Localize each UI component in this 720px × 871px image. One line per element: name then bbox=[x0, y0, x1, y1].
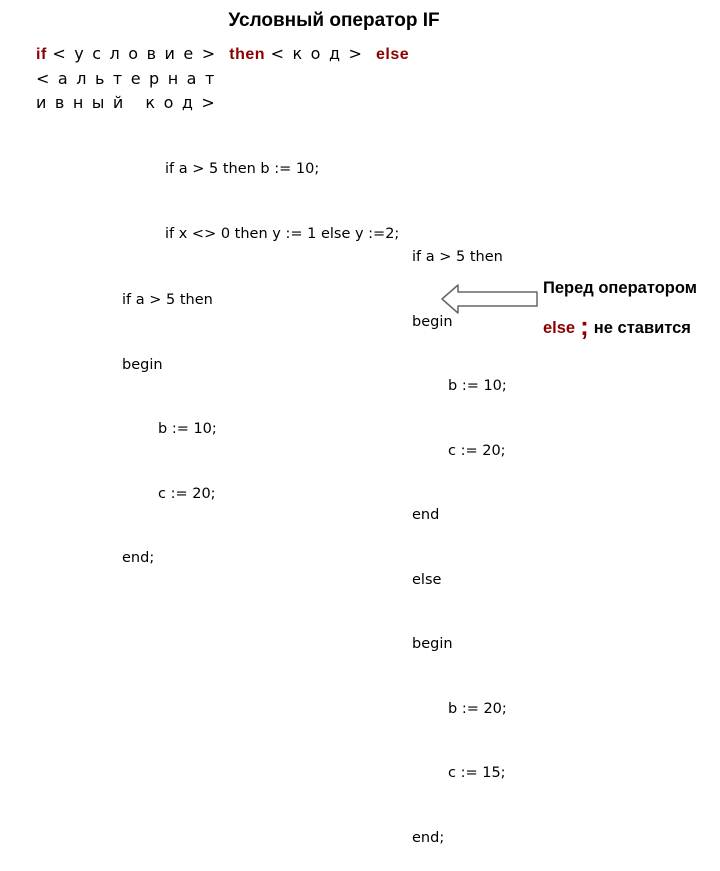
code-line: c := 15; bbox=[448, 765, 506, 781]
code-line: end; bbox=[122, 550, 155, 566]
syntax-alternative-part1: <альтернат bbox=[36, 69, 223, 88]
code-line: c := 20; bbox=[158, 485, 216, 502]
slide-title: Условный оператор IF bbox=[228, 10, 440, 31]
code-line: b := 10; bbox=[158, 421, 217, 437]
note-line2 bbox=[543, 311, 697, 342]
code-line: begin bbox=[412, 636, 453, 652]
example-line: if a > 5 then b := 10; bbox=[165, 161, 320, 177]
left-arrow-icon bbox=[440, 282, 540, 316]
code-line-else: else bbox=[412, 571, 442, 588]
syntax-definition bbox=[36, 42, 556, 115]
code-line: end; bbox=[412, 829, 445, 846]
code-line: b := 20; bbox=[448, 700, 507, 717]
example-line: if x <> 0 then y := 1 else y :=2; bbox=[165, 225, 400, 242]
keyword-then: then bbox=[229, 46, 266, 63]
code-line: c := 20; bbox=[448, 442, 506, 459]
code-line: b := 10; bbox=[448, 378, 507, 394]
code-line: if a > 5 then bbox=[122, 292, 213, 308]
code-line: if a > 5 then bbox=[412, 249, 503, 265]
note-semicolon: ; bbox=[580, 311, 589, 341]
note-rest: не ставится bbox=[593, 319, 691, 337]
code-line-end: end bbox=[412, 507, 440, 523]
note-line1: Перед оператором bbox=[543, 279, 697, 297]
syntax-condition: <условие> bbox=[52, 44, 224, 63]
examples-block bbox=[165, 116, 399, 267]
semicolon-note bbox=[543, 279, 697, 342]
keyword-else: else bbox=[376, 46, 410, 63]
code-line: begin bbox=[122, 356, 163, 373]
code-block-begin-end bbox=[122, 247, 217, 591]
keyword-if: if bbox=[36, 46, 47, 63]
syntax-code: <код> bbox=[270, 44, 371, 63]
note-else-keyword: else bbox=[543, 319, 576, 337]
syntax-alternative-part2: ивный код> bbox=[36, 93, 224, 112]
code-line: begin bbox=[412, 313, 453, 330]
